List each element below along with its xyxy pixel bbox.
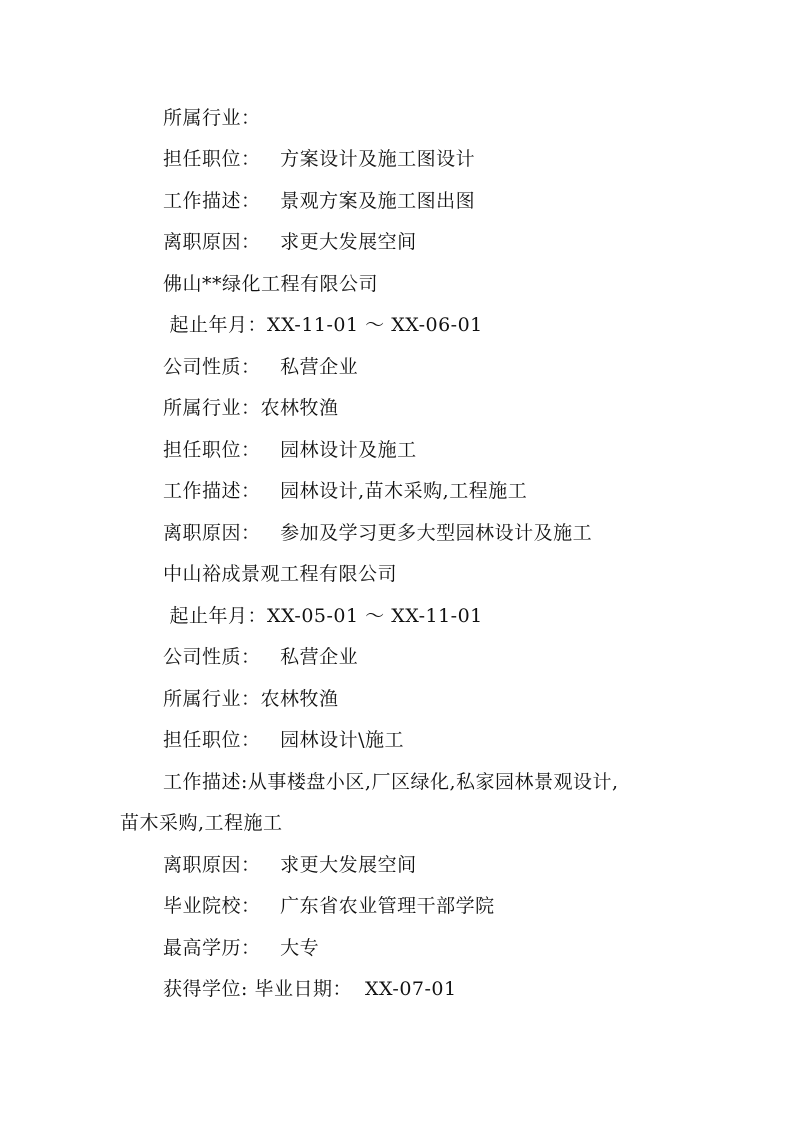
text-line: 所属行业：农林牧渔 xyxy=(163,397,339,419)
text-line: 担任职位： 方案设计及施工图设计 xyxy=(163,148,476,170)
text-line: 起止年月：XX-05-01 ～ XX-11-01 xyxy=(163,605,483,627)
text-line: 担任职位： 园林设计及施工 xyxy=(163,439,417,461)
text-line: 毕业院校： 广东省农业管理干部学院 xyxy=(163,895,495,917)
text-line: 所属行业： xyxy=(163,107,261,129)
text-line: 最高学历： 大专 xyxy=(163,937,320,959)
text-line: 离职原因： 求更大发展空间 xyxy=(163,231,417,253)
text-line: 离职原因： 求更大发展空间 xyxy=(163,854,417,876)
text-line: 工作描述： 园林设计,苗木采购,工程施工 xyxy=(163,480,528,502)
text-line: 公司性质： 私营企业 xyxy=(163,356,359,378)
company-name: 佛山**绿化工程有限公司 xyxy=(163,273,379,295)
company-name: 中山裕成景观工程有限公司 xyxy=(163,563,398,585)
text-line: 起止年月：XX-11-01 ～ XX-06-01 xyxy=(163,314,483,336)
text-line: 苗木采购,工程施工 xyxy=(120,812,283,834)
text-line: 担任职位： 园林设计\施工 xyxy=(163,729,405,751)
text-line: 工作描述:从事楼盘小区,厂区绿化,私家园林景观设计, xyxy=(163,771,619,793)
text-line: 公司性质： 私营企业 xyxy=(163,646,359,668)
text-line: 工作描述： 景观方案及施工图出图 xyxy=(163,190,476,212)
text-line: 所属行业：农林牧渔 xyxy=(163,688,339,710)
text-line: 获得学位: 毕业日期： XX-07-01 xyxy=(163,978,457,1000)
text-line: 离职原因： 参加及学习更多大型园林设计及施工 xyxy=(163,522,593,544)
